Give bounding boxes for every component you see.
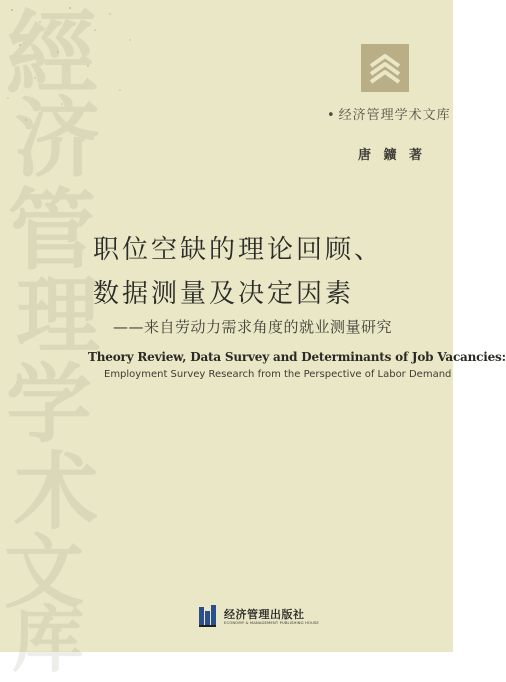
ghost-char-3: 管 [8, 178, 97, 282]
ghost-char-8: 库 [12, 597, 85, 682]
decorative-dots [0, 0, 150, 130]
book-title-cn [93, 228, 383, 316]
title-cn-line-2: 数据测量及决定因素 [93, 279, 355, 309]
series-label: 经济管理学术文库 [338, 108, 451, 123]
series-bullet: • [327, 108, 336, 123]
book-title-en: Theory Review, Data Survey and Determinants of Job Vacancies: [88, 350, 506, 364]
series-name [327, 104, 451, 123]
ghost-char-6: 术 [14, 442, 99, 541]
stacked-chevron-logo-icon [359, 42, 411, 94]
ghost-char-5: 学 [6, 354, 92, 455]
author: 唐 鑛 著 [358, 148, 427, 163]
title-cn-line-1: 职位空缺的理论回顾、 [93, 235, 384, 265]
ghost-char-4: 理 [16, 266, 101, 365]
publisher-name-en: ECONOMY & MANAGEMENT PUBLISHING HOUSE [224, 620, 319, 625]
publisher-name: 经济管理出版社 [224, 608, 305, 621]
publisher-logo-icon [199, 605, 219, 627]
book-subtitle-cn: ——来自劳动力需求角度的就业测量研究 [113, 318, 393, 336]
ghost-char-2: 济 [14, 88, 100, 189]
book-subtitle-en: Employment Survey Research from the Perspective of Labor Demand [104, 369, 452, 380]
ghost-char-7: 文 [4, 525, 84, 619]
ghost-calligraphy [0, 0, 130, 682]
ghost-char-1: 經 [6, 0, 99, 108]
